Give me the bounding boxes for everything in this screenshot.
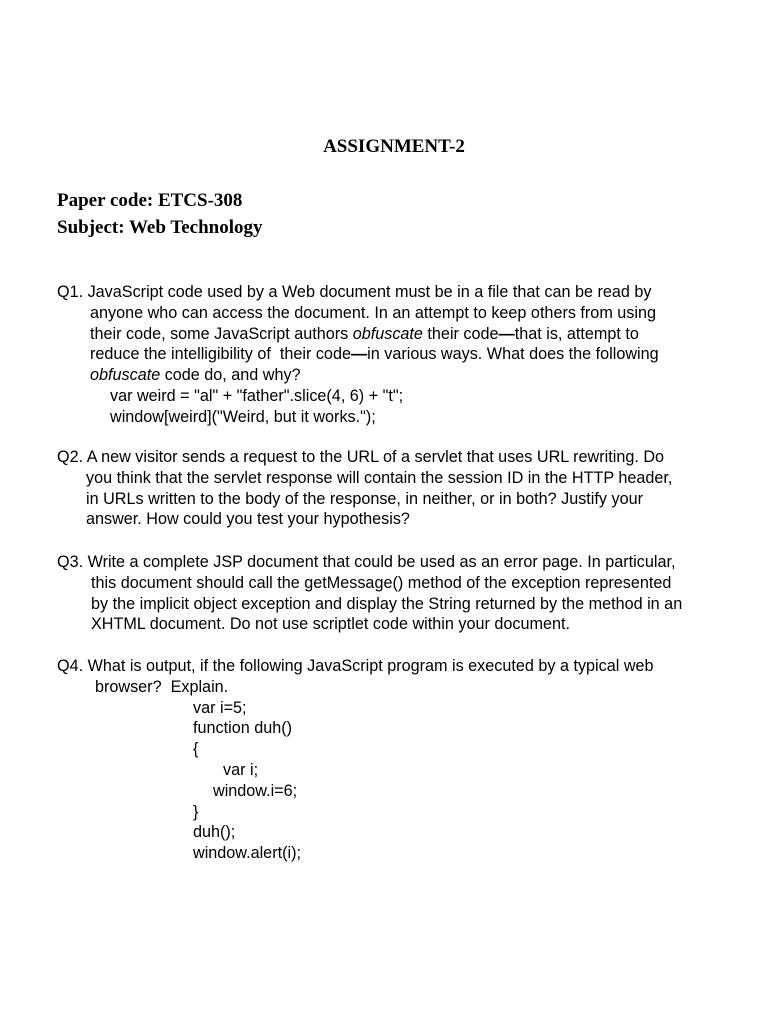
question-4 bbox=[57, 656, 747, 864]
q1-line-1: Q1. JavaScript code used by a Web document must be in a file that can be read by bbox=[57, 283, 652, 301]
q1-line-4-dash: — bbox=[350, 345, 368, 364]
q1-line-4 bbox=[57, 344, 747, 365]
q4-code-line-6: } bbox=[193, 802, 199, 821]
subject-line: Subject: Web Technology bbox=[57, 217, 263, 238]
q4-code-line-3: { bbox=[193, 740, 199, 759]
q1-line-4-text-a: reduce the intelligibility of their code bbox=[90, 345, 351, 364]
q4-code-line-7: duh(); bbox=[193, 823, 236, 842]
q3-line-1: Q3. Write a complete JSP document that could be used as an error page. In particular, bbox=[57, 553, 676, 571]
q3-line-3: by the implicit object exception and display the String returned by the method in an bbox=[91, 594, 683, 613]
question-3 bbox=[57, 552, 747, 635]
q1-code-line-1: var weird = "al" + "father".slice(4, 6) + "t"; bbox=[110, 386, 404, 405]
paper-code: Paper code: ETCS-308 bbox=[57, 190, 243, 211]
q3-line-4: XHTML document. Do not use scriptlet code within your document. bbox=[91, 615, 570, 634]
q1-code-line-2: window[weird]("Weird, but it works."); bbox=[110, 407, 376, 426]
q2-line-2: you think that the servlet response will contain the session ID in the HTTP header, bbox=[86, 468, 673, 487]
q2-line-3: in URLs written to the body of the response, in neither, or in both? Justify your bbox=[86, 489, 643, 508]
q3-line-2: this document should call the getMessage() method of the exception represented bbox=[91, 573, 672, 592]
question-1 bbox=[57, 282, 747, 428]
q1-line-3-text-a: their code, some JavaScript authors bbox=[90, 324, 353, 343]
q2-line-1: Q2. A new visitor sends a request to the URL of a servlet that uses URL rewriting. Do bbox=[57, 448, 665, 466]
q1-line-5 bbox=[57, 365, 747, 386]
q1-line-5-emphasis: obfuscate bbox=[90, 366, 161, 385]
q1-line-5-text: code do, and why? bbox=[160, 366, 301, 385]
q1-line-3-emphasis: obfuscate bbox=[352, 324, 423, 343]
q1-line-3 bbox=[57, 324, 747, 345]
q2-line-4: answer. How could you test your hypothesis? bbox=[86, 510, 410, 529]
q4-line-1: Q4. What is output, if the following JavaScript program is executed by a typical web bbox=[57, 657, 654, 675]
q4-code-line-5: window.i=6; bbox=[213, 781, 298, 800]
q1-line-3-text-e: that is, attempt to bbox=[514, 324, 639, 343]
q1-line-3-dash: — bbox=[498, 324, 515, 343]
q1-line-4-text-c: in various ways. What does the following bbox=[367, 345, 659, 364]
q4-code-line-2: function duh() bbox=[193, 719, 292, 738]
q4-line-2: browser? Explain. bbox=[95, 677, 229, 696]
assignment-title: ASSIGNMENT-2 bbox=[323, 136, 465, 157]
q1-line-2: anyone who can access the document. In an attempt to keep others from using bbox=[90, 303, 656, 322]
q4-code-line-8: window.alert(i); bbox=[193, 844, 301, 863]
question-2 bbox=[57, 447, 747, 530]
q4-code-line-4: var i; bbox=[223, 760, 259, 779]
q1-line-3-text-c: their code bbox=[422, 324, 499, 343]
q4-code-line-1: var i=5; bbox=[193, 698, 247, 717]
